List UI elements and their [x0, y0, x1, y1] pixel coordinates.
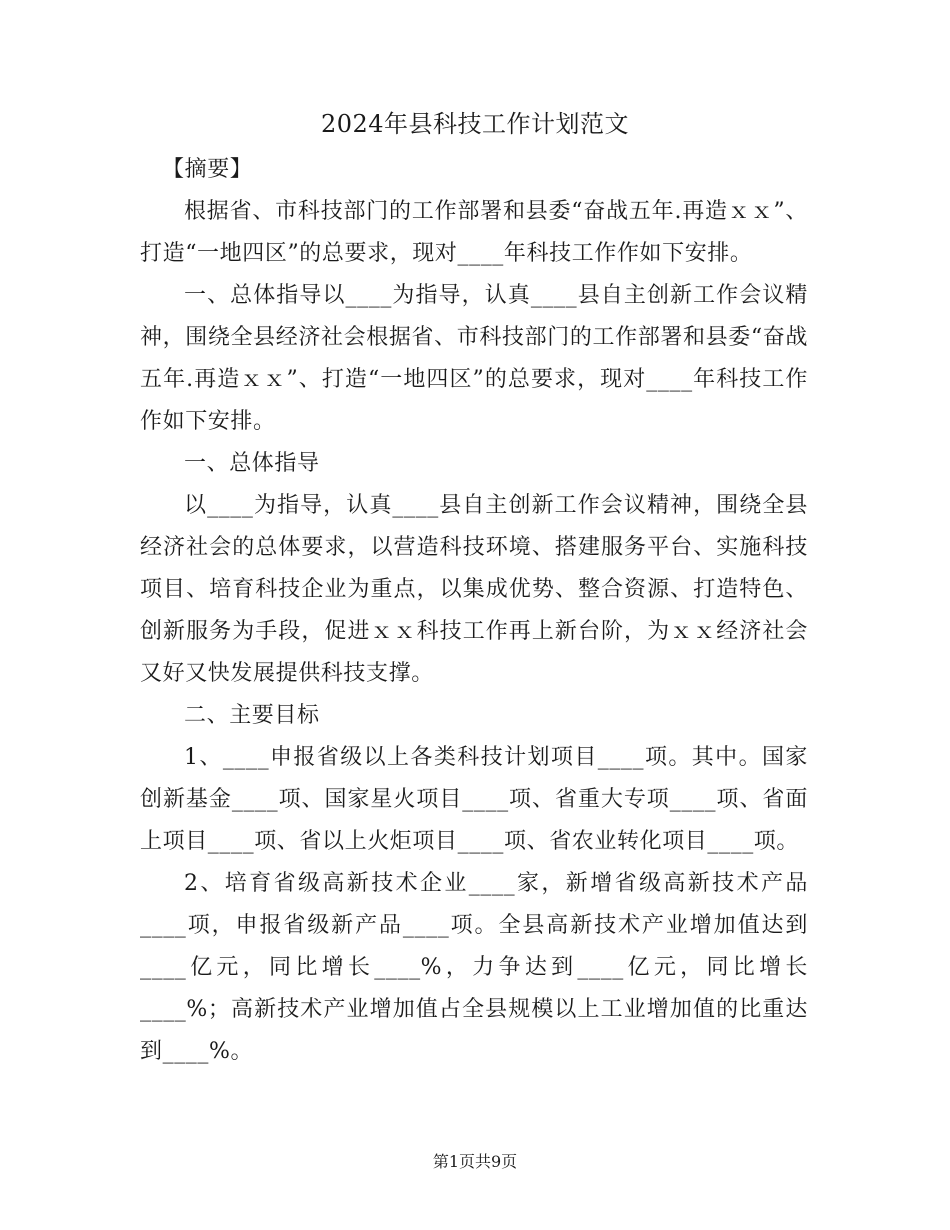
abstract-heading: 【摘要】 — [162, 157, 253, 182]
paragraph-goal-1: 1、____申报省级以上各类科技计划项目____项。其中。国家创新基金____项、国家星火项目____项、省重大专项____项、省面上项目____项、省以上火炬项目____项、省农业转化项目____项。 — [140, 745, 808, 854]
page-footer: 第1页共9页 — [432, 1152, 518, 1171]
section-heading-overall-guidance: 一、总体指导 — [184, 451, 320, 476]
section-heading-main-goals: 二、主要目标 — [184, 703, 320, 728]
paragraph-overall-guidance-combined: 一、总体指导以____为指导，认真____县自主创新工作会议精神，围绕全县经济社会根据省、市科技部门的工作部署和县委“奋战五年.再造ｘｘ”、打造“一地四区”的总要求，现对____年科技工作作如下安排。 — [140, 283, 808, 434]
document-body — [140, 149, 808, 1073]
paragraph-goal-2: 2、培育省级高新技术企业____家，新增省级高新技术产品____项，申报省级新产品____项。全县高新技术产业增加值达到____亿元，同比增长____%，力争达到____亿元，同比增长____%；高新技术产业增加值占全县规模以上工业增加值的比重达到____%。 — [140, 871, 808, 1064]
paragraph-overall-guidance: 以____为指导，认真____县自主创新工作会议精神，围绕全县经济社会的总体要求，以营造科技环境、搭建服务平台、实施科技项目、培育科技企业为重点，以集成优势、整合资源、打造特色、创新服务为手段，促进ｘｘ科技工作再上新台阶，为ｘｘ经济社会又好又快发展提供科技支撑。 — [140, 493, 808, 686]
paragraph-intro: 根据省、市科技部门的工作部署和县委“奋战五年.再造ｘｘ”、打造“一地四区”的总要求，现对____年科技工作作如下安排。 — [140, 199, 808, 266]
document-title: 2024年县科技工作计划范文 — [320, 110, 630, 138]
